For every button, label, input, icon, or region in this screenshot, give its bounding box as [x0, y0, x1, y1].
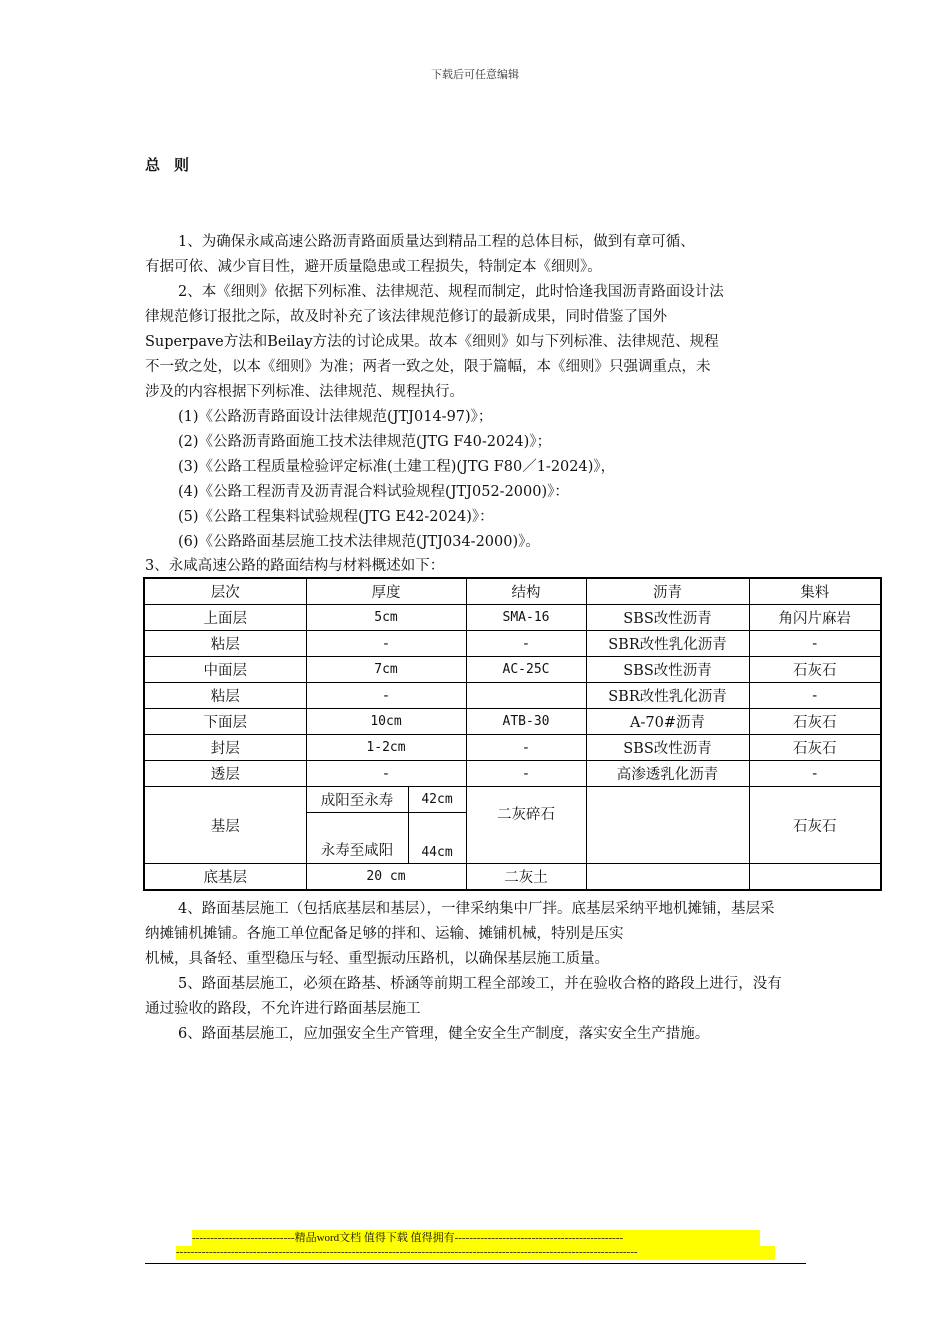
table-cell: 1-2cm — [306, 735, 466, 761]
paragraph-line: 2、本《细则》依据下列标准、法律规范、规程而制定，此时恰逢我国沥青路面设计法 — [178, 284, 724, 300]
table-cell: - — [466, 761, 586, 787]
table-row — [144, 761, 881, 787]
reference-item: (6)《公路路面基层施工技术法律规范(JTJ034-2000)》。 — [178, 534, 540, 550]
table-cell: 成阳至永寿 — [306, 787, 408, 813]
table-cell: 上面层 — [144, 605, 306, 631]
table-cell — [749, 864, 881, 891]
table-cell: - — [749, 631, 881, 657]
paragraph-line: 3、永咸高速公路的路面结构与材料概述如下： — [145, 558, 445, 574]
column-header: 集料 — [749, 578, 881, 605]
table-cell: 石灰石 — [749, 735, 881, 761]
table-cell: 10cm — [306, 709, 466, 735]
paragraph-line: 5、路面基层施工，必须在路基、桥涵等前期工程全部竣工，并在验收合格的路段上进行，没有 — [178, 976, 782, 992]
table-row — [144, 735, 881, 761]
table-cell: 5cm — [306, 605, 466, 631]
paragraph-line: 涉及的内容根据下列标准、法律规范、规程执行。 — [145, 384, 464, 400]
column-header: 沥青 — [586, 578, 749, 605]
table-cell: 二灰土 — [466, 864, 586, 891]
table-cell: SMA-16 — [466, 605, 586, 631]
table-row — [144, 631, 881, 657]
footer-divider — [145, 1263, 806, 1264]
table-cell: 20 cm — [306, 864, 466, 891]
table-cell: - — [306, 631, 466, 657]
table-cell: 下面层 — [144, 709, 306, 735]
table-cell: ATB-30 — [466, 709, 586, 735]
paragraph-line: 律规范修订报批之际，故及时补充了该法律规范修订的最新成果，同时借鉴了国外 — [145, 309, 667, 325]
column-header: 厚度 — [306, 578, 466, 605]
table-cell: SBS改性沥青 — [586, 657, 749, 683]
table-cell: 永寿至咸阳 — [306, 813, 408, 864]
reference-item: (1)《公路沥青路面设计法律规范(JTJ014-97)》； — [178, 409, 493, 425]
table-row — [144, 709, 881, 735]
table-cell: 粘层 — [144, 631, 306, 657]
table-row — [144, 683, 881, 709]
paragraph-line: 有据可依、减少盲目性，避开质量隐患或工程损失，特制定本《细则》。 — [145, 259, 602, 275]
table-cell — [586, 787, 749, 864]
table-cell: - — [306, 761, 466, 787]
reference-item: (2)《公路沥青路面施工技术法律规范(JTG F40-2024)》； — [178, 434, 552, 450]
table-cell: 石灰石 — [749, 787, 881, 864]
table-row — [144, 657, 881, 683]
paragraph-line: 纳摊铺机摊铺。各施工单位配备足够的拌和、运输、摊铺机械，特别是压实 — [145, 926, 624, 942]
reference-item: (4)《公路工程沥青及沥青混合料试验规程(JTJ052-2000)》： — [178, 484, 569, 500]
footer-banner: ----------------------------精品word文档 值得下载 值得拥有---------------------------------------------- — [192, 1230, 760, 1246]
table-cell: 二灰碎石 — [466, 787, 586, 864]
table-cell: 基层 — [144, 787, 306, 864]
paragraph-line: Superpave方法和Beilay方法的讨论成果。故本《细则》如与下列标准、法律规范、规程 — [145, 334, 719, 350]
table-cell: 42cm — [408, 787, 466, 813]
paragraph-line: 1、为确保永咸高速公路沥青路面质量达到精品工程的总体目标，做到有章可循、 — [178, 234, 695, 250]
table-cell — [466, 683, 586, 709]
table-cell: - — [749, 683, 881, 709]
table-cell: A-70#沥青 — [586, 709, 749, 735]
table-header-row — [144, 578, 881, 605]
paragraph-line: 6、路面基层施工，应加强安全生产管理，健全安全生产制度，落实安全生产措施。 — [178, 1026, 710, 1042]
table-cell: SBS改性沥青 — [586, 735, 749, 761]
table-cell: - — [466, 735, 586, 761]
table-cell: 封层 — [144, 735, 306, 761]
table-cell: 粘层 — [144, 683, 306, 709]
reference-item: (5)《公路工程集料试验规程(JTG E42-2024)》： — [178, 509, 494, 525]
table-cell: 底基层 — [144, 864, 306, 891]
table-cell — [586, 864, 749, 891]
table-cell: - — [749, 761, 881, 787]
reference-item: (3)《公路工程质量检验评定标准(土建工程)(JTG F80／1-2024)》， — [178, 459, 616, 475]
table-row — [144, 864, 881, 891]
pavement-structure-table — [143, 577, 882, 891]
paragraph-line: 4、路面基层施工（包括底基层和基层），一律采纳集中厂拌。底基层采纳平地机摊铺，基层采 — [178, 901, 775, 917]
table-cell: 角闪片麻岩 — [749, 605, 881, 631]
table-cell: 44cm — [408, 813, 466, 864]
table-cell: 石灰石 — [749, 657, 881, 683]
page-header-note: 下载后可任意编辑 — [431, 68, 519, 81]
paragraph-line: 通过验收的路段，不允许进行路面基层施工 — [145, 1001, 421, 1017]
table-cell: 中面层 — [144, 657, 306, 683]
footer-dash-line: ------------------------------------------------------------------------------------------------------------------------------ — [176, 1246, 775, 1260]
paragraph-line: 机械，具备轻、重型稳压与轻、重型振动压路机，以确保基层施工质量。 — [145, 951, 609, 967]
table-row-base — [144, 787, 881, 813]
column-header: 结构 — [466, 578, 586, 605]
table-cell: 石灰石 — [749, 709, 881, 735]
table-cell: SBR改性乳化沥青 — [586, 631, 749, 657]
table-cell: 7cm — [306, 657, 466, 683]
table-cell: SBS改性沥青 — [586, 605, 749, 631]
table-cell: 透层 — [144, 761, 306, 787]
column-header: 层次 — [144, 578, 306, 605]
table-cell: - — [466, 631, 586, 657]
table-cell: - — [306, 683, 466, 709]
table-cell: AC-25C — [466, 657, 586, 683]
table-cell: 高渗透乳化沥青 — [586, 761, 749, 787]
table-row — [144, 605, 881, 631]
table-cell: SBR改性乳化沥青 — [586, 683, 749, 709]
paragraph-line: 不一致之处，以本《细则》为准；两者一致之处，限于篇幅，本《细则》只强调重点，未 — [145, 359, 711, 375]
document-title: 总则 — [145, 156, 204, 174]
